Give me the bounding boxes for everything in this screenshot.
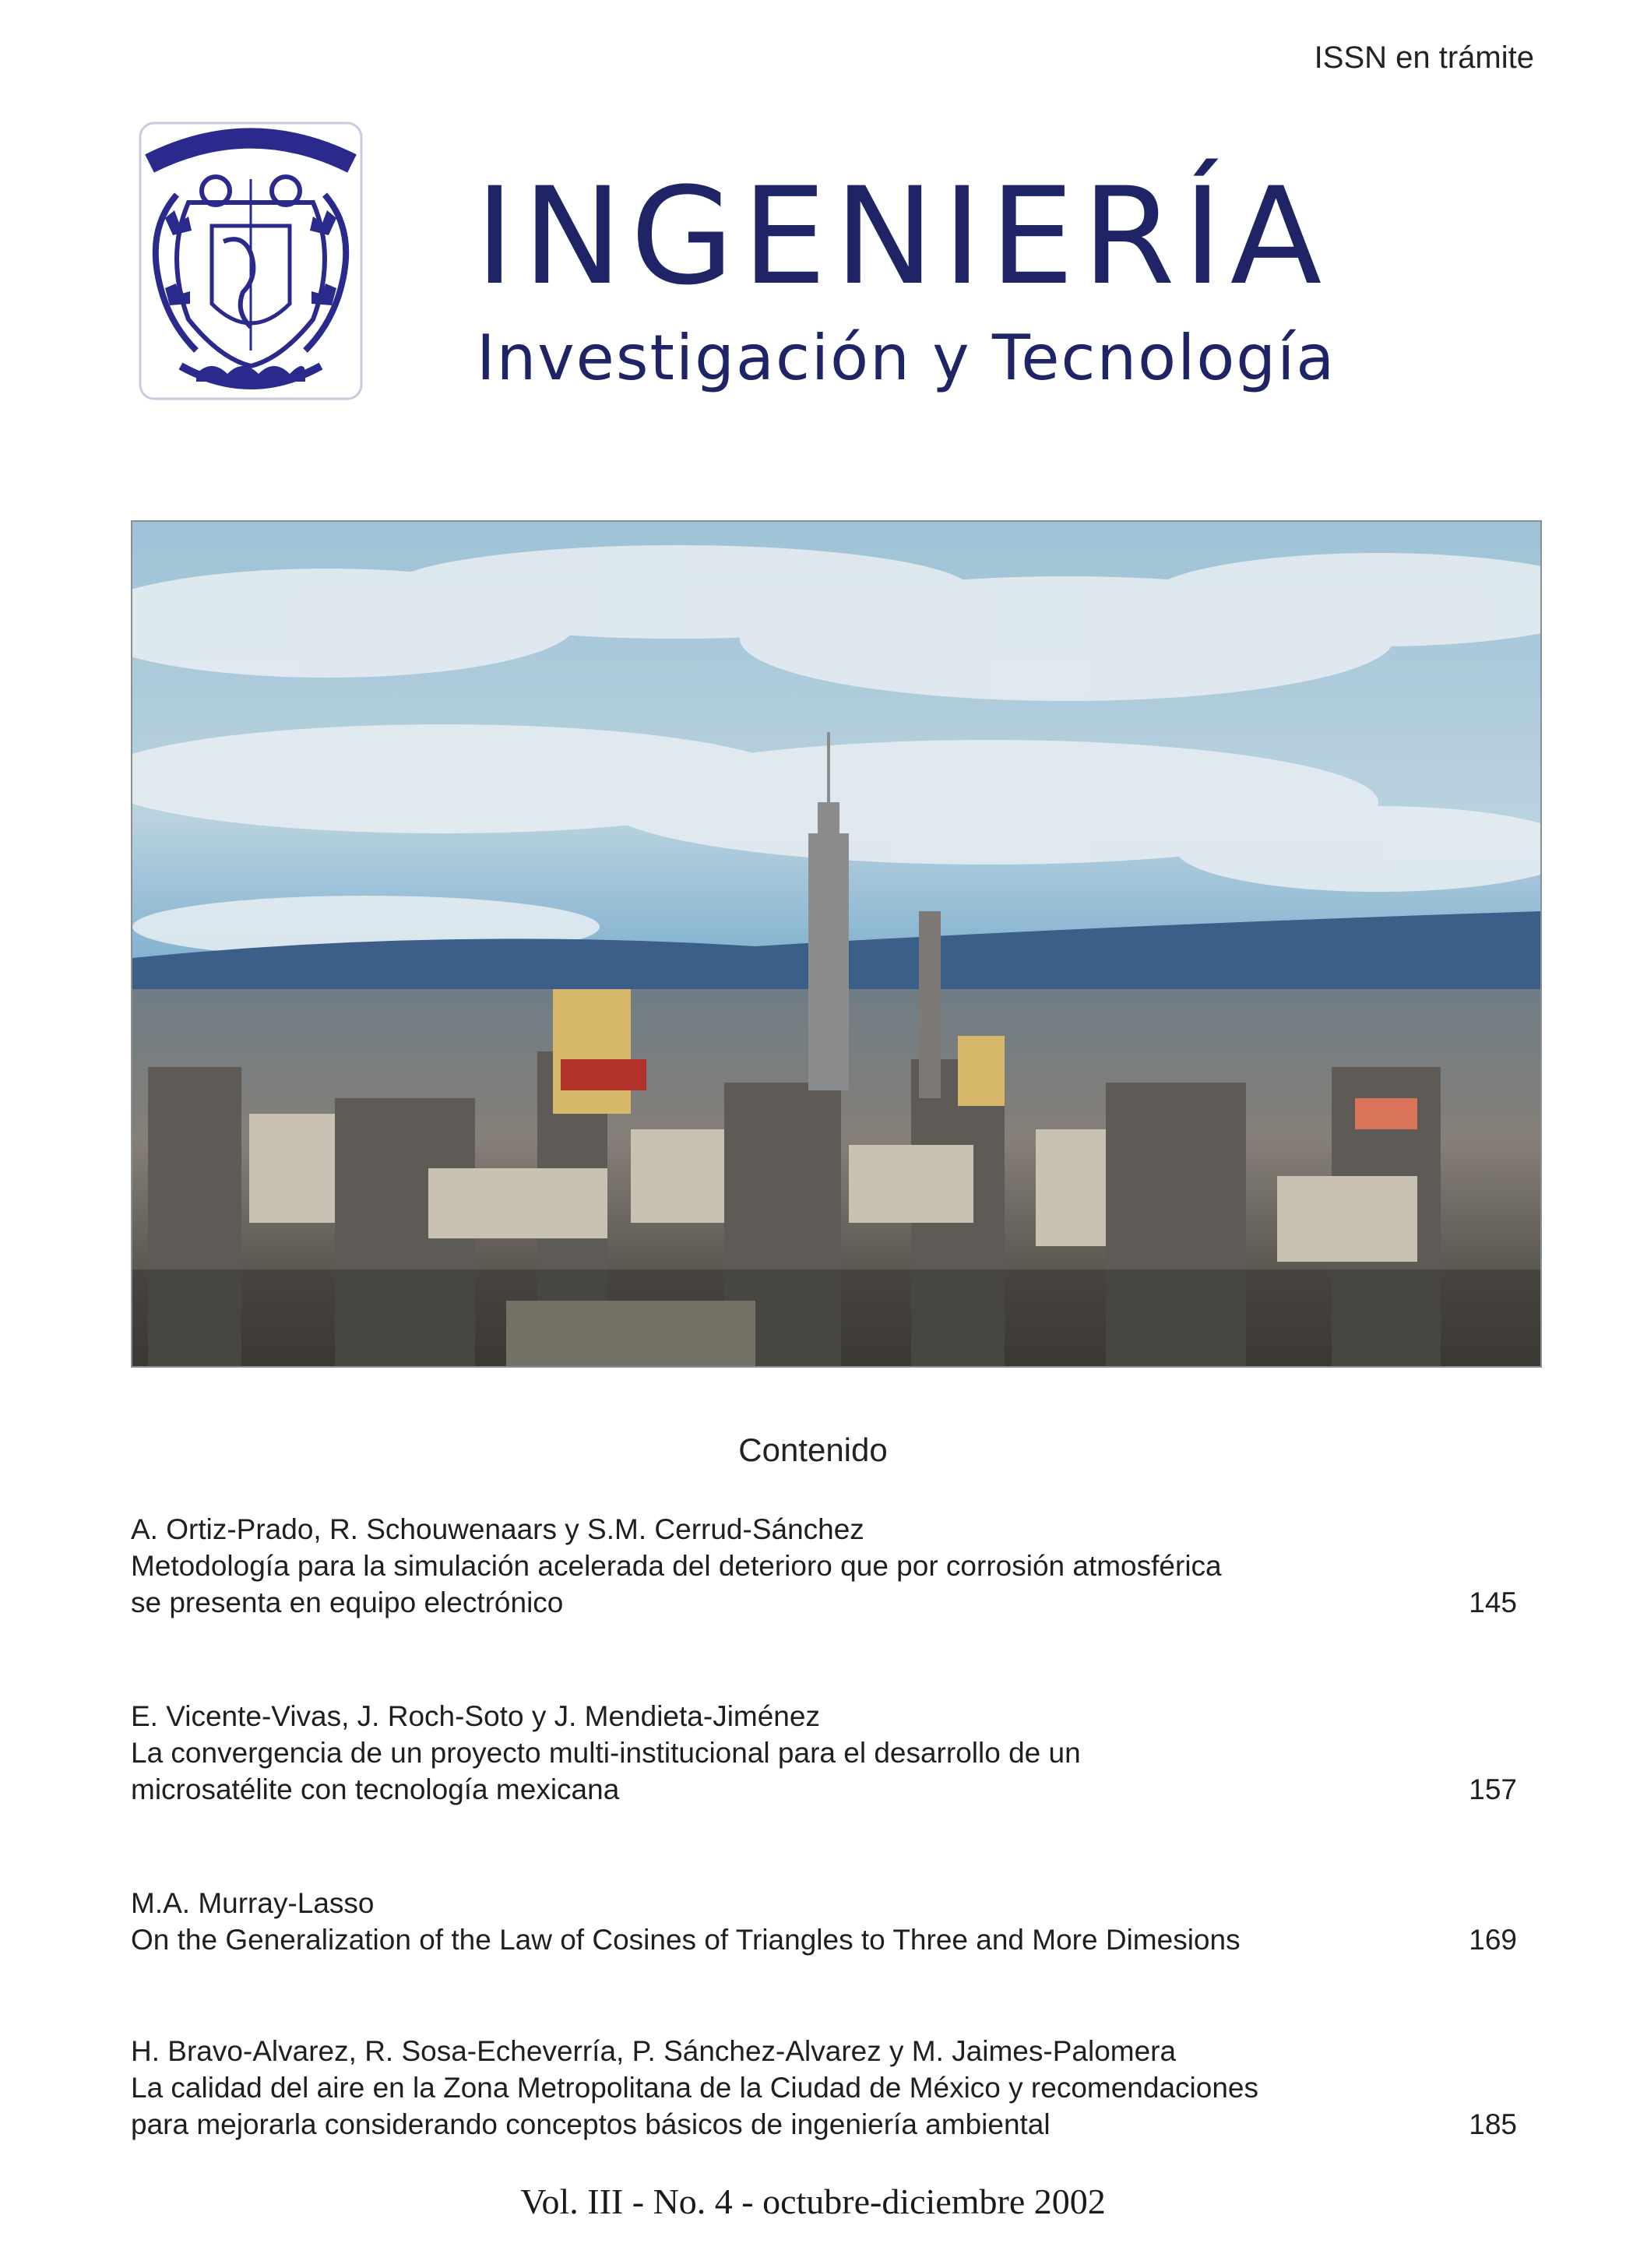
issn-note: ISSN en trámite (1314, 40, 1534, 75)
toc-entry (131, 2033, 1517, 2143)
toc-entry-authors: M.A. Murray-Lasso (131, 1887, 375, 1919)
toc-entry-page: 157 (1469, 1773, 1517, 1805)
toc-entry (131, 1885, 1517, 1958)
toc-entry-title: La convergencia de un proyecto multi-institucional para el desarrollo de un (131, 1737, 1081, 1769)
toc-entry-authors: E. Vicente-Vivas, J. Roch-Soto y J. Mendieta-Jiménez (131, 1700, 820, 1732)
unam-seal-logo (134, 117, 368, 405)
toc-heading: Contenido (738, 1432, 888, 1468)
cover-photo-city-skyline (131, 520, 1542, 1368)
journal-subtitle: Investigación y Tecnología (477, 322, 1336, 394)
toc-entry-authors: H. Bravo-Alvarez, R. Sosa-Echeverría, P. Sánchez-Alvarez y M. Jaimes-Palomera (131, 2035, 1177, 2067)
toc-entry-title: Metodología para la simulación acelerada del deterioro que por corrosión atmosférica (131, 1550, 1222, 1582)
toc-entry (131, 1698, 1517, 1808)
toc-entry-page: 169 (1469, 1924, 1517, 1956)
toc-entry (131, 1511, 1517, 1621)
toc-entry-page: 145 (1469, 1587, 1517, 1618)
toc-entry-title: La calidad del aire en la Zona Metropolitana de la Ciudad de México y recomendaciones (131, 2072, 1258, 2104)
toc-entry-title: On the Generalization of the Law of Cosines of Triangles to Three and More Dimesions (131, 1924, 1241, 1956)
toc-entry-title: para mejorarla considerando conceptos básicos de ingeniería ambiental (131, 2108, 1051, 2140)
issue-info: Vol. III - No. 4 - octubre-diciembre 2002 (520, 2182, 1106, 2221)
toc-entry-page: 185 (1469, 2108, 1517, 2140)
toc-entry-title: microsatélite con tecnología mexicana (131, 1773, 620, 1805)
toc-entry-authors: A. Ortiz-Prado, R. Schouwenaars y S.M. Cerrud-Sánchez (131, 1513, 864, 1545)
toc-entry-title: se presenta en equipo electrónico (131, 1587, 564, 1618)
journal-title: INGENIERÍA (475, 158, 1330, 315)
